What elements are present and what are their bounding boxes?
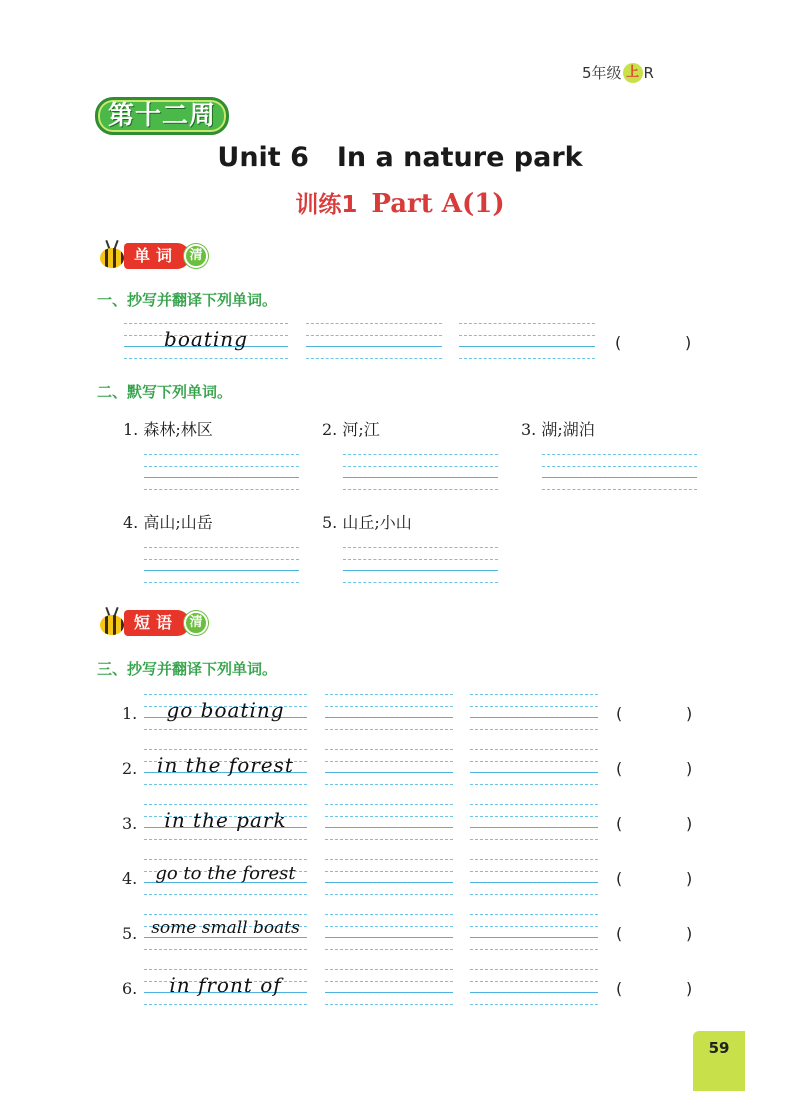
q2-item-2: 2. 河;江 xyxy=(322,420,380,439)
lesson-part: Part A(1) xyxy=(371,189,505,219)
unit-name: In a nature park xyxy=(336,142,583,173)
q3-instruction: 三、抄写并翻译下列单词。 xyxy=(97,660,278,678)
q3-model-line-1 xyxy=(144,692,307,732)
q3-model-phrase-4: go to the forest xyxy=(155,863,296,884)
section-words-label: 单词 xyxy=(124,243,190,269)
paren-close: ) xyxy=(686,759,693,778)
bee-icon xyxy=(96,607,128,639)
paren-open: ( xyxy=(615,333,622,352)
paren-close: ) xyxy=(686,814,693,833)
section-words-badge xyxy=(96,240,208,272)
grade-label xyxy=(582,62,654,83)
bee-icon xyxy=(96,240,128,272)
q3-copy-line-4a[interactable] xyxy=(325,857,453,897)
q3-item-1-number: 1. xyxy=(122,704,138,723)
q3-model-phrase-5: some small boats xyxy=(151,918,300,938)
q1-instruction: 一、抄写并翻译下列单词。 xyxy=(97,291,278,309)
lesson-label: 训练1 xyxy=(295,192,358,218)
paren-close: ) xyxy=(686,869,693,888)
q3-translation-blank-4[interactable] xyxy=(616,869,693,888)
unit-title xyxy=(0,142,800,173)
paren-open: ( xyxy=(616,979,623,998)
q3-item-4-number: 4. xyxy=(122,869,138,888)
paren-close: ) xyxy=(686,924,693,943)
q2-item-4: 4. 高山;山岳 xyxy=(123,513,213,532)
section-phrases-circle: 清 xyxy=(184,611,208,635)
q3-copy-line-5a[interactable] xyxy=(325,912,453,952)
q2-item-3: 3. 湖;湖泊 xyxy=(521,420,595,439)
grade-edition: R xyxy=(643,63,654,82)
q2-answer-line-3[interactable] xyxy=(542,452,697,492)
q3-item-6-number: 6. xyxy=(122,979,138,998)
q2-instruction: 二、默写下列单词。 xyxy=(97,383,233,401)
section-words-circle: 清 xyxy=(184,244,208,268)
q3-translation-blank-3[interactable] xyxy=(616,814,693,833)
q3-model-phrase-2: in the forest xyxy=(157,753,294,777)
paren-open: ( xyxy=(616,704,623,723)
grade-term-badge: 上 xyxy=(623,63,643,83)
section-phrases-badge xyxy=(96,607,208,639)
q3-copy-line-4b[interactable] xyxy=(470,857,598,897)
q3-model-line-2 xyxy=(144,747,307,787)
q2-item-5: 5. 山丘;小山 xyxy=(322,513,412,532)
q2-item-1: 1. 森林;林区 xyxy=(123,420,213,439)
paren-open: ( xyxy=(616,869,623,888)
q3-model-line-5 xyxy=(144,912,307,952)
q3-item-5-number: 5. xyxy=(122,924,138,943)
q1-translation-blank[interactable] xyxy=(615,333,692,352)
q3-model-line-3 xyxy=(144,802,307,842)
q3-copy-line-3a[interactable] xyxy=(325,802,453,842)
q3-copy-line-6b[interactable] xyxy=(470,967,598,1007)
lesson-title xyxy=(0,186,800,219)
q2-answer-line-2[interactable] xyxy=(343,452,498,492)
section-phrases-label: 短语 xyxy=(124,610,190,636)
paren-close: ) xyxy=(685,333,692,352)
q3-copy-line-1b[interactable] xyxy=(470,692,598,732)
grade-prefix: 5年级 xyxy=(582,64,622,82)
q3-copy-line-2b[interactable] xyxy=(470,747,598,787)
q3-model-phrase-6: in front of xyxy=(169,973,282,997)
q2-answer-line-4[interactable] xyxy=(144,545,299,585)
q1-model-word: boating xyxy=(164,327,248,351)
q2-answer-line-1[interactable] xyxy=(144,452,299,492)
q3-copy-line-1a[interactable] xyxy=(325,692,453,732)
q3-model-line-4 xyxy=(144,857,307,897)
q1-copy-line-2[interactable] xyxy=(459,321,595,361)
q1-copy-line-1[interactable] xyxy=(306,321,442,361)
q3-copy-line-2a[interactable] xyxy=(325,747,453,787)
page-number: 59 xyxy=(693,1031,745,1091)
q3-item-2-number: 2. xyxy=(122,759,138,778)
q3-copy-line-3b[interactable] xyxy=(470,802,598,842)
week-badge: 第十二周 xyxy=(95,97,229,135)
paren-close: ) xyxy=(686,704,693,723)
unit-number: Unit 6 xyxy=(217,142,309,173)
q3-copy-line-5b[interactable] xyxy=(470,912,598,952)
q3-translation-blank-6[interactable] xyxy=(616,979,693,998)
q3-translation-blank-1[interactable] xyxy=(616,704,693,723)
q3-model-line-6 xyxy=(144,967,307,1007)
q3-copy-line-6a[interactable] xyxy=(325,967,453,1007)
paren-close: ) xyxy=(686,979,693,998)
paren-open: ( xyxy=(616,759,623,778)
paren-open: ( xyxy=(616,924,623,943)
q3-item-3-number: 3. xyxy=(122,814,138,833)
q3-model-phrase-1: go boating xyxy=(166,698,285,722)
q1-model-line xyxy=(124,321,288,361)
q2-answer-line-5[interactable] xyxy=(343,545,498,585)
q3-translation-blank-5[interactable] xyxy=(616,924,693,943)
q3-model-phrase-3: in the park xyxy=(164,808,287,832)
paren-open: ( xyxy=(616,814,623,833)
q3-translation-blank-2[interactable] xyxy=(616,759,693,778)
